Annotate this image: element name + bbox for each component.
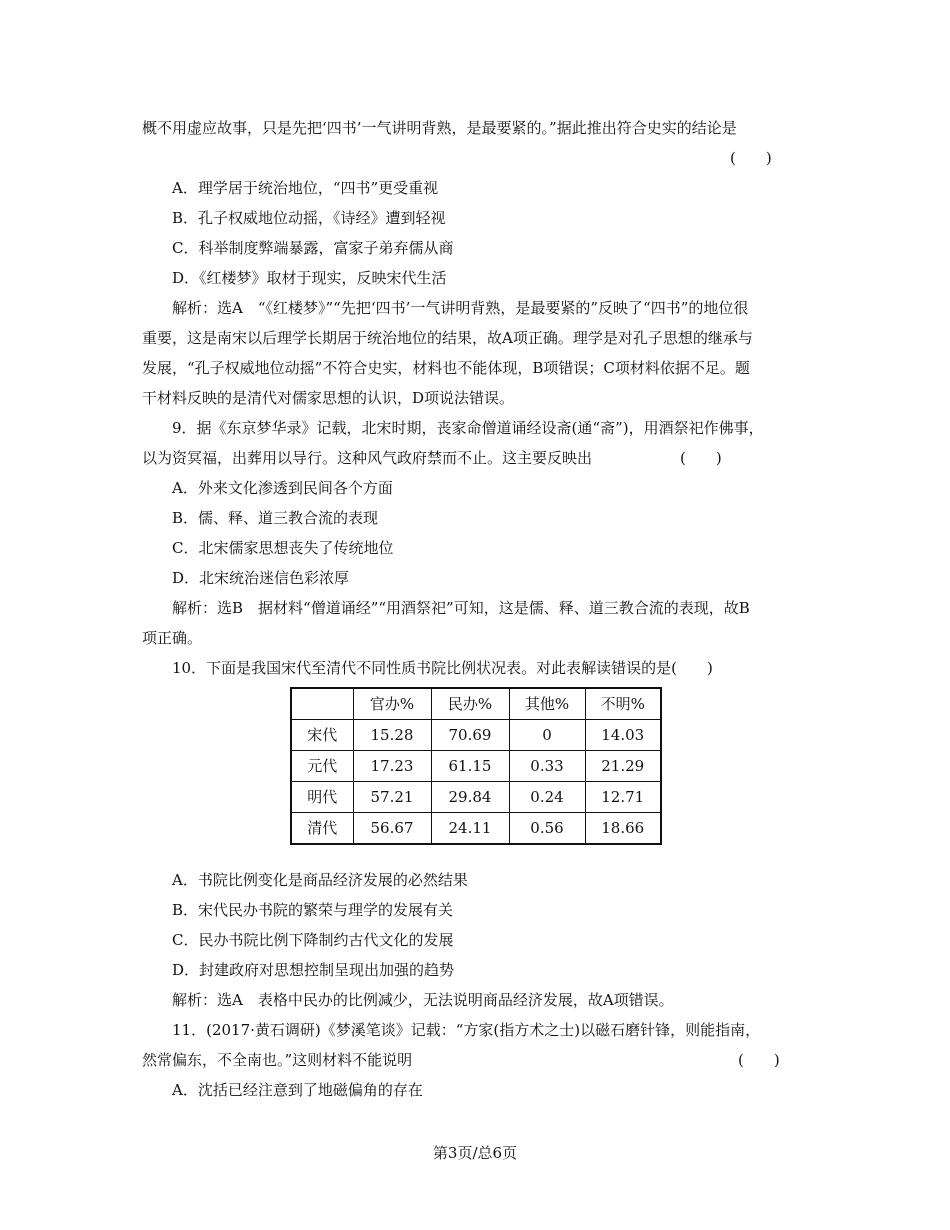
table-cell: 清代 — [291, 813, 353, 845]
table-cell: 70.69 — [431, 720, 509, 751]
table-cell: 14.03 — [585, 720, 661, 751]
table-cell: 0 — [509, 720, 585, 751]
q9-stem-line: 以为资冥福，出葬用以导行。这种风气政府禁而不止。这主要反映出 — [142, 449, 593, 467]
table-header-cell: 民办% — [431, 688, 509, 720]
q10-option-a: A．书院比例变化是商品经济发展的必然结果 — [172, 871, 468, 889]
q11-stem-line: 然常偏东，不全南也。”这则材料不能说明 — [142, 1051, 413, 1069]
q9-option-b: B．儒、释、道三教合流的表现 — [172, 509, 379, 527]
q8-option-c: C．科举制度弊端暴露，富家子弟弃儒从商 — [172, 239, 454, 257]
q10-option-c: C．民办书院比例下降制约古代文化的发展 — [172, 931, 454, 949]
q10-analysis: 解析：选A 表格中民办的比例减少，无法说明商品经济发展，故A项错误。 — [172, 991, 674, 1009]
table-cell: 18.66 — [585, 813, 661, 845]
q10-option-d: D．封建政府对思想控制呈现出加强的趋势 — [172, 961, 455, 979]
table-cell: 15.28 — [353, 720, 431, 751]
q9-option-a: A．外来文化渗透到民间各个方面 — [172, 479, 393, 497]
q10-option-b: B．宋代民办书院的繁荣与理学的发展有关 — [172, 901, 454, 919]
q8-option-a: A．理学居于统治地位，“四书”更受重视 — [172, 179, 439, 197]
table-cell: 29.84 — [431, 782, 509, 813]
q9-analysis-line: 解析：选B 据材料“僧道诵经”“用酒祭祀”可知，这是儒、释、道三教合流的表现，故B — [172, 599, 750, 617]
table-cell: 17.23 — [353, 751, 431, 782]
q8-analysis-line: 重要，这是南宋以后理学长期居于统治地位的结果，故A项正确。理学是对孔子思想的继承与 — [142, 329, 753, 347]
table-header-cell: 不明% — [585, 688, 661, 720]
table-cell: 元代 — [291, 751, 353, 782]
q8-option-d: D．《红楼梦》取材于现实，反映宋代生活 — [172, 269, 447, 287]
q9-analysis-line: 项正确。 — [142, 629, 203, 647]
academy-ratio-table — [290, 687, 662, 845]
q9-option-c: C．北宋儒家思想丧失了传统地位 — [172, 539, 394, 557]
table-cell: 明代 — [291, 782, 353, 813]
q11-answer-blank: ( ) — [738, 1051, 780, 1069]
table-cell: 宋代 — [291, 720, 353, 751]
q8-analysis-line: 发展，“孔子权威地位动摇”不符合史实，材料也不能体现，B项错误；C项材料依据不足。题 — [142, 359, 750, 377]
q10-stem: 10．下面是我国宋代至清代不同性质书院比例状况表。对此表解读错误的是( ) — [172, 659, 713, 677]
table-cell: 12.71 — [585, 782, 661, 813]
table-cell: 61.15 — [431, 751, 509, 782]
q8-analysis-line: 干材料反映的是清代对儒家思想的认识，D项说法错误。 — [142, 389, 515, 407]
q8-option-b: B．孔子权威地位动摇，《诗经》遭到轻视 — [172, 209, 446, 227]
q9-stem-line: 9．据《东京梦华录》记载，北宋时期，丧家命僧道诵经设斋(通“斋”)，用酒祭祀作佛事， — [172, 419, 764, 437]
table-header-cell: 其他% — [509, 688, 585, 720]
q8-answer-blank: ( ) — [730, 149, 772, 167]
q9-option-d: D．北宋统治迷信色彩浓厚 — [172, 569, 350, 587]
table-cell: 21.29 — [585, 751, 661, 782]
table-row — [291, 782, 661, 813]
q11-stem-line: 11．(2017·黄石调研)《梦溪笔谈》记载：“方家(指方术之士)以磁石磨针锋，则能指南， — [172, 1021, 761, 1039]
table-cell: 24.11 — [431, 813, 509, 845]
q11-option-a: A．沈括已经注意到了地磁偏角的存在 — [172, 1081, 423, 1099]
table-cell: 0.24 — [509, 782, 585, 813]
table-header-cell: 官办% — [353, 688, 431, 720]
table-cell: 56.67 — [353, 813, 431, 845]
table-row — [291, 813, 661, 845]
table-cell: 0.56 — [509, 813, 585, 845]
q8-analysis-line: 解析：选A “《红楼梦》”“先把‘四书’一气讲明背熟，是最要紧的”反映了“四书”的地位很 — [172, 299, 749, 317]
page-number: 第3页/总6页 — [432, 1144, 518, 1162]
table-header-row — [291, 688, 661, 720]
table-header-cell — [291, 688, 353, 720]
q8-stem: 概不用虚应故事，只是先把‘四书’一气讲明背熟，是最要紧的。”据此推出符合史实的结论是 — [142, 119, 737, 137]
table-cell: 57.21 — [353, 782, 431, 813]
table-row — [291, 751, 661, 782]
table-cell: 0.33 — [509, 751, 585, 782]
q9-answer-blank: ( ) — [680, 449, 722, 467]
table-row — [291, 720, 661, 751]
